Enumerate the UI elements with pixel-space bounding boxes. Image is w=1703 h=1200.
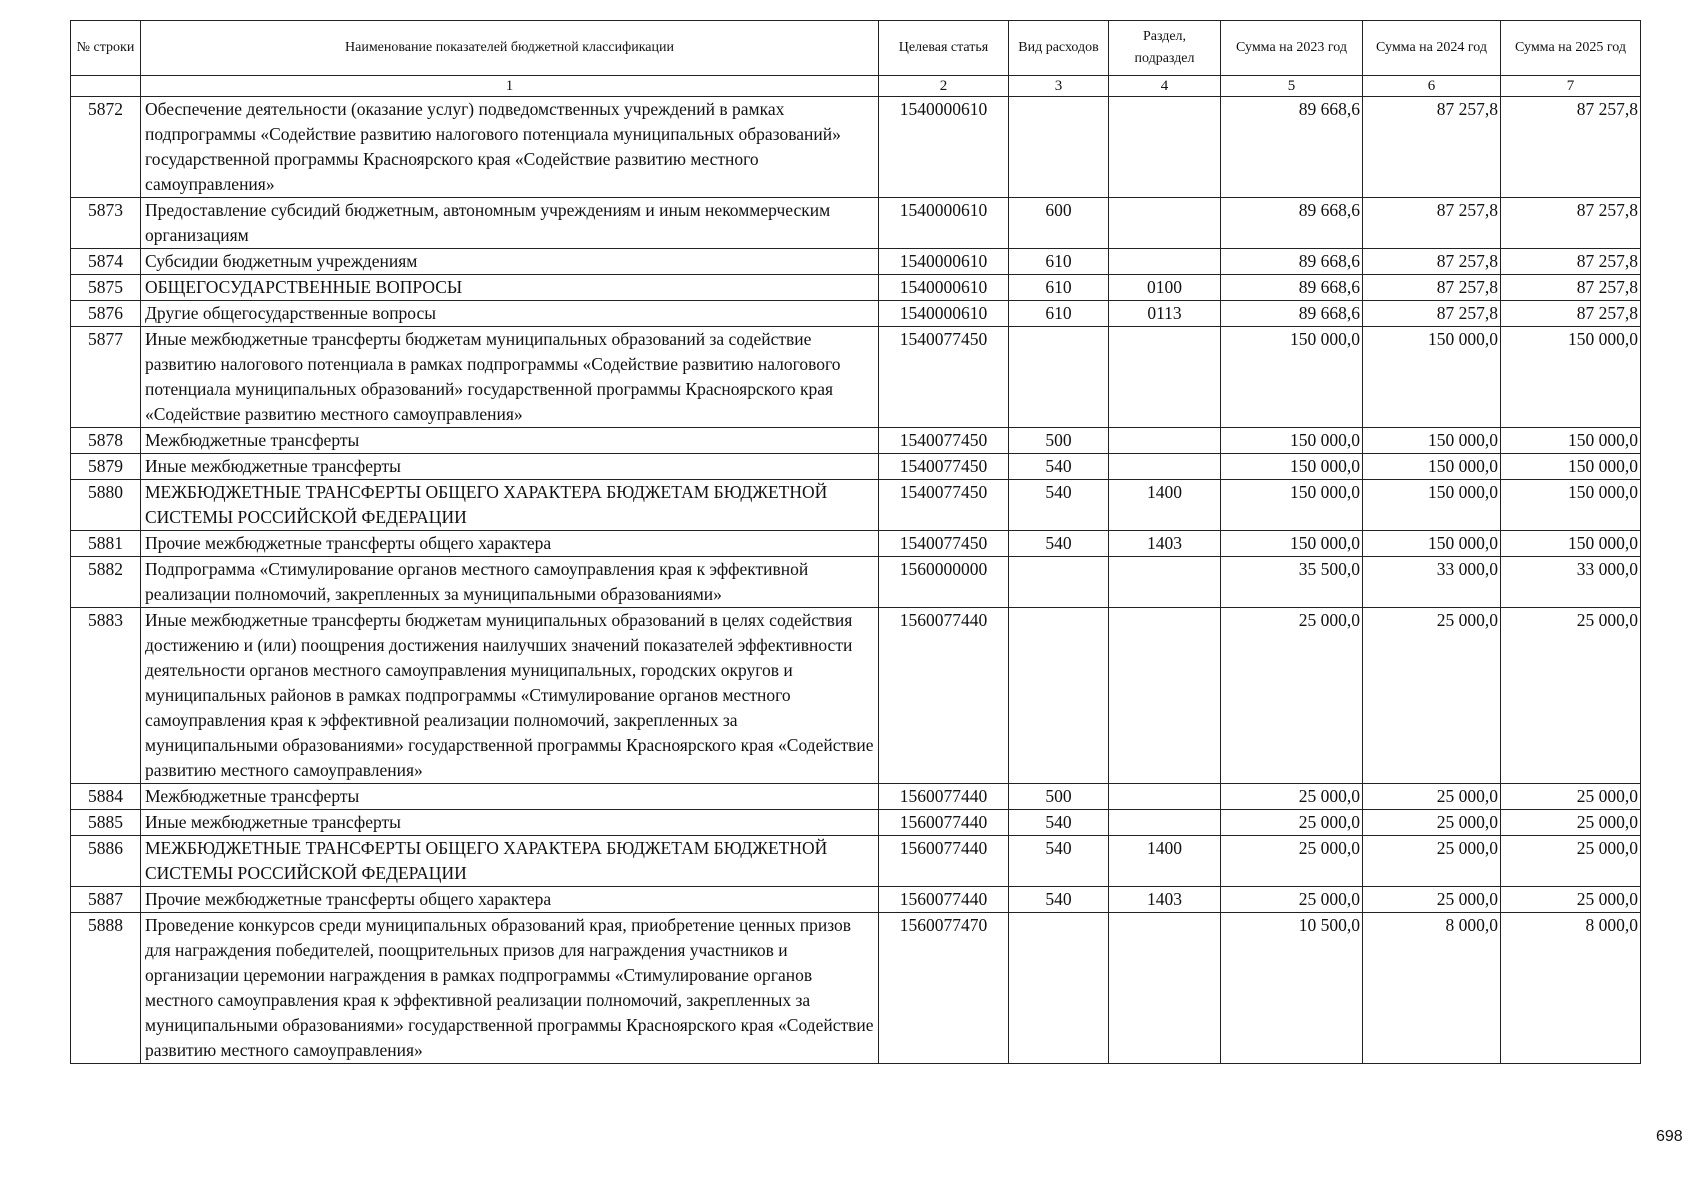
sum-2023: 150 000,0 — [1221, 531, 1363, 557]
section-code — [1109, 249, 1221, 275]
section-code: 1400 — [1109, 480, 1221, 531]
sum-2024: 25 000,0 — [1363, 784, 1501, 810]
sum-2025: 25 000,0 — [1501, 836, 1641, 887]
sum-2025: 25 000,0 — [1501, 608, 1641, 784]
sum-2025: 150 000,0 — [1501, 480, 1641, 531]
budget-table — [70, 20, 1641, 1064]
table-row — [71, 887, 1641, 913]
table-row — [71, 557, 1641, 608]
target-article: 1540077450 — [879, 327, 1009, 428]
sum-2025: 87 257,8 — [1501, 301, 1641, 327]
expense-type: 540 — [1009, 887, 1109, 913]
row-number: 5879 — [71, 454, 141, 480]
sum-2024: 25 000,0 — [1363, 887, 1501, 913]
sum-2024: 25 000,0 — [1363, 608, 1501, 784]
table-row — [71, 301, 1641, 327]
expense-type: 500 — [1009, 428, 1109, 454]
target-article: 1560077440 — [879, 836, 1009, 887]
page-number: 698 — [1656, 1128, 1683, 1145]
table-row — [71, 454, 1641, 480]
row-number: 5878 — [71, 428, 141, 454]
sum-2025: 87 257,8 — [1501, 275, 1641, 301]
row-number: 5886 — [71, 836, 141, 887]
target-article: 1540000610 — [879, 275, 1009, 301]
col-header-section: Раздел, подраздел — [1109, 21, 1221, 76]
row-name: Межбюджетные трансферты — [141, 784, 879, 810]
table-row — [71, 531, 1641, 557]
section-code — [1109, 913, 1221, 1064]
target-article: 1540077450 — [879, 454, 1009, 480]
table-row — [71, 327, 1641, 428]
col-header-sum-2023: Сумма на 2023 год — [1221, 21, 1363, 76]
section-code — [1109, 327, 1221, 428]
section-code — [1109, 784, 1221, 810]
sum-2023: 150 000,0 — [1221, 454, 1363, 480]
section-code — [1109, 97, 1221, 198]
sum-2025: 87 257,8 — [1501, 198, 1641, 249]
sum-2023: 89 668,6 — [1221, 198, 1363, 249]
col-header-row-number: № строки — [71, 21, 141, 76]
sum-2024: 150 000,0 — [1363, 531, 1501, 557]
sum-2024: 87 257,8 — [1363, 249, 1501, 275]
sum-2024: 150 000,0 — [1363, 454, 1501, 480]
target-article: 1540077450 — [879, 428, 1009, 454]
table-row — [71, 428, 1641, 454]
row-name: Предоставление субсидий бюджетным, автономным учреждениям и иным некоммерческим организациям — [141, 198, 879, 249]
table-row — [71, 810, 1641, 836]
row-number: 5872 — [71, 97, 141, 198]
sum-2024: 87 257,8 — [1363, 301, 1501, 327]
table-row — [71, 608, 1641, 784]
sum-2025: 150 000,0 — [1501, 327, 1641, 428]
sum-2025: 25 000,0 — [1501, 887, 1641, 913]
col-number: 1 — [141, 76, 879, 97]
sum-2024: 33 000,0 — [1363, 557, 1501, 608]
table-row — [71, 480, 1641, 531]
row-number: 5881 — [71, 531, 141, 557]
sum-2024: 8 000,0 — [1363, 913, 1501, 1064]
expense-type: 600 — [1009, 198, 1109, 249]
table-row — [71, 97, 1641, 198]
row-name: Подпрограмма «Стимулирование органов местного самоуправления края к эффективной реализации полномочий, закрепленных за муниципальными образованиями» — [141, 557, 879, 608]
sum-2024: 150 000,0 — [1363, 428, 1501, 454]
section-code: 1400 — [1109, 836, 1221, 887]
section-code — [1109, 608, 1221, 784]
sum-2023: 25 000,0 — [1221, 608, 1363, 784]
row-name: МЕЖБЮДЖЕТНЫЕ ТРАНСФЕРТЫ ОБЩЕГО ХАРАКТЕРА БЮДЖЕТАМ БЮДЖЕТНОЙ СИСТЕМЫ РОССИЙСКОЙ ФЕДЕРАЦИИ — [141, 480, 879, 531]
sum-2023: 89 668,6 — [1221, 97, 1363, 198]
row-number: 5884 — [71, 784, 141, 810]
sum-2025: 25 000,0 — [1501, 784, 1641, 810]
budget-table-page — [70, 20, 1640, 1064]
col-header-name: Наименование показателей бюджетной классификации — [141, 21, 879, 76]
sum-2025: 150 000,0 — [1501, 428, 1641, 454]
row-name: Субсидии бюджетным учреждениям — [141, 249, 879, 275]
col-header-sum-2025: Сумма на 2025 год — [1501, 21, 1641, 76]
row-number: 5888 — [71, 913, 141, 1064]
row-name: Обеспечение деятельности (оказание услуг) подведомственных учреждений в рамках подпрограммы «Содействие развитию налогового потенциала муниципальных образований» государственной программы Красноярского края «Содействие развитию местного самоуправления» — [141, 97, 879, 198]
sum-2025: 150 000,0 — [1501, 454, 1641, 480]
section-code — [1109, 454, 1221, 480]
row-number: 5876 — [71, 301, 141, 327]
row-name: Иные межбюджетные трансферты — [141, 810, 879, 836]
column-number-row — [71, 76, 1641, 97]
expense-type — [1009, 557, 1109, 608]
expense-type: 610 — [1009, 301, 1109, 327]
sum-2025: 87 257,8 — [1501, 249, 1641, 275]
row-number: 5882 — [71, 557, 141, 608]
sum-2023: 89 668,6 — [1221, 249, 1363, 275]
target-article: 1560077470 — [879, 913, 1009, 1064]
target-article: 1560077440 — [879, 608, 1009, 784]
row-name: Другие общегосударственные вопросы — [141, 301, 879, 327]
sum-2023: 25 000,0 — [1221, 887, 1363, 913]
target-article: 1560077440 — [879, 887, 1009, 913]
section-code — [1109, 198, 1221, 249]
target-article: 1560077440 — [879, 810, 1009, 836]
row-number: 5883 — [71, 608, 141, 784]
target-article: 1540077450 — [879, 531, 1009, 557]
col-header-target-article: Целевая статья — [879, 21, 1009, 76]
sum-2023: 150 000,0 — [1221, 428, 1363, 454]
section-code — [1109, 557, 1221, 608]
expense-type: 540 — [1009, 480, 1109, 531]
row-name: Прочие межбюджетные трансферты общего характера — [141, 887, 879, 913]
sum-2024: 150 000,0 — [1363, 480, 1501, 531]
table-row — [71, 249, 1641, 275]
col-number: 7 — [1501, 76, 1641, 97]
col-number: 4 — [1109, 76, 1221, 97]
row-name: Иные межбюджетные трансферты бюджетам муниципальных образований в целях содействия достижению и (или) поощрения достижения наилучших значений показателей эффективности деятельности органов местного самоуправления муниципальных, городских округов и муниципальных районов в рамках подпрограммы «Стимулирование органов местного самоуправления края к эффективной реализации полномочий, закрепленных за муниципальными образованиями» государственной программы Красноярского края «Содействие развитию местного самоуправления» — [141, 608, 879, 784]
expense-type — [1009, 97, 1109, 198]
row-number: 5875 — [71, 275, 141, 301]
sum-2025: 33 000,0 — [1501, 557, 1641, 608]
table-row — [71, 836, 1641, 887]
table-row — [71, 275, 1641, 301]
row-number: 5874 — [71, 249, 141, 275]
sum-2024: 25 000,0 — [1363, 836, 1501, 887]
expense-type: 540 — [1009, 454, 1109, 480]
row-name: Иные межбюджетные трансферты — [141, 454, 879, 480]
sum-2025: 150 000,0 — [1501, 531, 1641, 557]
table-row — [71, 784, 1641, 810]
expense-type — [1009, 608, 1109, 784]
expense-type: 540 — [1009, 836, 1109, 887]
row-name: ОБЩЕГОСУДАРСТВЕННЫЕ ВОПРОСЫ — [141, 275, 879, 301]
col-number: 6 — [1363, 76, 1501, 97]
col-number: 2 — [879, 76, 1009, 97]
row-name: Проведение конкурсов среди муниципальных образований края, приобретение ценных призов для награждения победителей, поощрительных призов для награждения участников и организации церемонии награждения в рамках подпрограммы «Стимулирование органов местного самоуправления края к эффективной реализации полномочий, закрепленных за муниципальными образованиями» государственной программы Красноярского края «Содействие развитию местного самоуправления» — [141, 913, 879, 1064]
col-number: 3 — [1009, 76, 1109, 97]
target-article: 1540000610 — [879, 249, 1009, 275]
expense-type: 500 — [1009, 784, 1109, 810]
sum-2025: 87 257,8 — [1501, 97, 1641, 198]
row-number: 5880 — [71, 480, 141, 531]
target-article: 1560077440 — [879, 784, 1009, 810]
col-header-expense-type: Вид расходов — [1009, 21, 1109, 76]
row-name: МЕЖБЮДЖЕТНЫЕ ТРАНСФЕРТЫ ОБЩЕГО ХАРАКТЕРА БЮДЖЕТАМ БЮДЖЕТНОЙ СИСТЕМЫ РОССИЙСКОЙ ФЕДЕРАЦИИ — [141, 836, 879, 887]
table-row — [71, 198, 1641, 249]
expense-type: 540 — [1009, 531, 1109, 557]
section-code — [1109, 428, 1221, 454]
expense-type: 610 — [1009, 275, 1109, 301]
header-row — [71, 21, 1641, 76]
col-number — [71, 76, 141, 97]
expense-type: 610 — [1009, 249, 1109, 275]
section-code: 0113 — [1109, 301, 1221, 327]
sum-2025: 8 000,0 — [1501, 913, 1641, 1064]
sum-2023: 150 000,0 — [1221, 327, 1363, 428]
table-body — [71, 97, 1641, 1064]
sum-2024: 150 000,0 — [1363, 327, 1501, 428]
sum-2024: 87 257,8 — [1363, 97, 1501, 198]
target-article: 1540000610 — [879, 301, 1009, 327]
col-number: 5 — [1221, 76, 1363, 97]
col-header-sum-2024: Сумма на 2024 год — [1363, 21, 1501, 76]
section-code: 1403 — [1109, 887, 1221, 913]
table-row — [71, 913, 1641, 1064]
sum-2025: 25 000,0 — [1501, 810, 1641, 836]
target-article: 1560000000 — [879, 557, 1009, 608]
target-article: 1540000610 — [879, 198, 1009, 249]
row-number: 5885 — [71, 810, 141, 836]
sum-2024: 87 257,8 — [1363, 198, 1501, 249]
row-number: 5887 — [71, 887, 141, 913]
section-code — [1109, 810, 1221, 836]
row-name: Иные межбюджетные трансферты бюджетам муниципальных образований за содействие развитию налогового потенциала в рамках подпрограммы «Содействие развитию налогового потенциала муниципальных образований» государственной программы Красноярского края «Содействие развитию местного самоуправления» — [141, 327, 879, 428]
expense-type: 540 — [1009, 810, 1109, 836]
sum-2023: 89 668,6 — [1221, 275, 1363, 301]
row-number: 5877 — [71, 327, 141, 428]
sum-2023: 25 000,0 — [1221, 836, 1363, 887]
row-name: Межбюджетные трансферты — [141, 428, 879, 454]
target-article: 1540000610 — [879, 97, 1009, 198]
row-number: 5873 — [71, 198, 141, 249]
expense-type — [1009, 913, 1109, 1064]
target-article: 1540077450 — [879, 480, 1009, 531]
sum-2023: 25 000,0 — [1221, 810, 1363, 836]
sum-2023: 150 000,0 — [1221, 480, 1363, 531]
sum-2023: 10 500,0 — [1221, 913, 1363, 1064]
sum-2023: 35 500,0 — [1221, 557, 1363, 608]
sum-2024: 87 257,8 — [1363, 275, 1501, 301]
expense-type — [1009, 327, 1109, 428]
section-code: 1403 — [1109, 531, 1221, 557]
sum-2023: 89 668,6 — [1221, 301, 1363, 327]
sum-2023: 25 000,0 — [1221, 784, 1363, 810]
section-code: 0100 — [1109, 275, 1221, 301]
sum-2024: 25 000,0 — [1363, 810, 1501, 836]
row-name: Прочие межбюджетные трансферты общего характера — [141, 531, 879, 557]
